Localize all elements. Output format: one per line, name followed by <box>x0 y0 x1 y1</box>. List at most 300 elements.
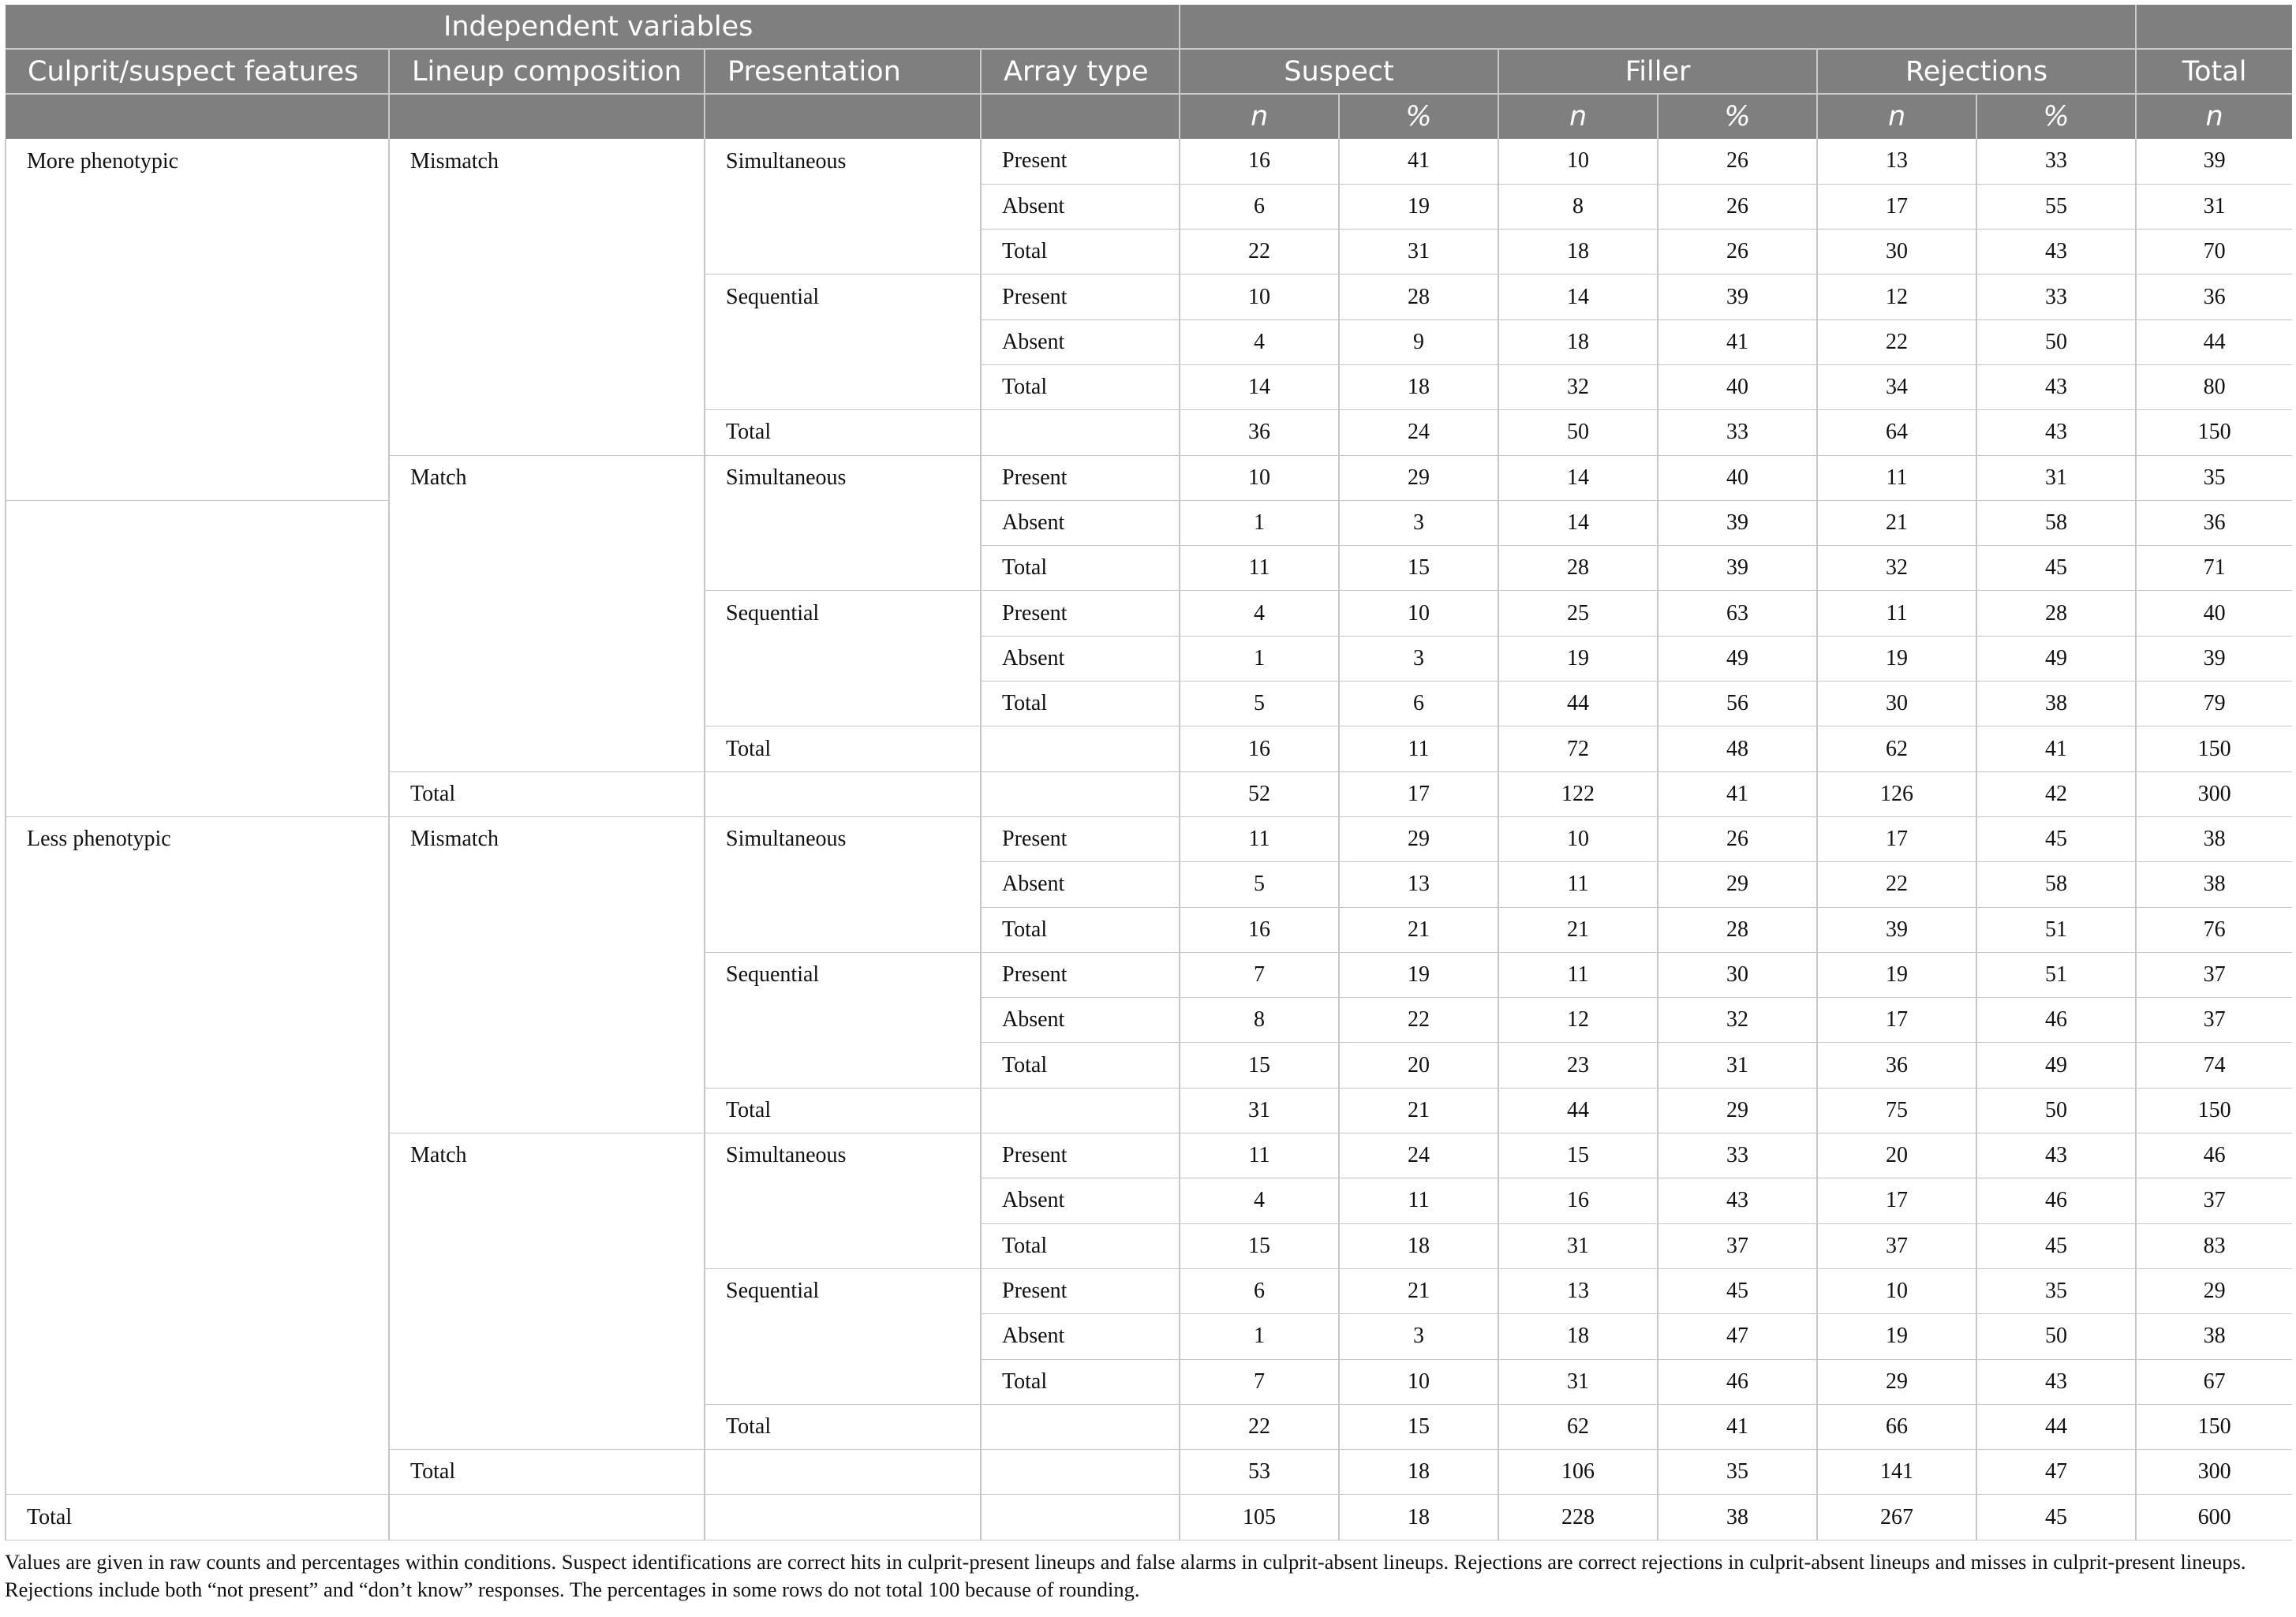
table-row <box>6 998 2292 1043</box>
presentation-cell <box>705 1495 981 1540</box>
rejections-n-cell: 20 <box>1817 1133 1976 1178</box>
rejections-n-cell: 36 <box>1817 1043 1976 1088</box>
culprit-features-cell <box>6 591 389 636</box>
rejections-n-cell: 17 <box>1817 816 1976 861</box>
filler-n-cell: 12 <box>1498 998 1658 1043</box>
total-n-cell: 36 <box>2136 500 2292 545</box>
presentation-cell <box>705 1314 981 1359</box>
independent-variables-header: Independent variables <box>6 5 1180 49</box>
culprit-features-cell <box>6 907 389 952</box>
array-type-cell: Present <box>981 1133 1180 1178</box>
suspect-pct-cell: 9 <box>1339 319 1498 364</box>
suspect-n-cell: 11 <box>1180 546 1339 591</box>
suspect-n-cell: 22 <box>1180 230 1339 274</box>
rejections-pct-cell: 43 <box>1976 364 2136 409</box>
table-row <box>6 1495 2292 1540</box>
presentation-cell <box>705 1359 981 1404</box>
filler-n-cell: 106 <box>1498 1450 1658 1495</box>
filler-pct-cell: 41 <box>1658 1404 1817 1449</box>
total-n-cell: 37 <box>2136 998 2292 1043</box>
rejections-pct-cell: 55 <box>1976 184 2136 229</box>
sub-suspect-pct: % <box>1339 94 1498 139</box>
suspect-n-cell: 4 <box>1180 319 1339 364</box>
total-n-cell: 300 <box>2136 771 2292 816</box>
presentation-cell: Simultaneous <box>705 816 981 861</box>
lineup-composition-cell <box>389 726 705 771</box>
total-n-cell: 38 <box>2136 1314 2292 1359</box>
filler-pct-cell: 41 <box>1658 771 1817 816</box>
lineup-composition-cell <box>389 1088 705 1133</box>
table-row <box>6 591 2292 636</box>
suspect-pct-cell: 6 <box>1339 682 1498 726</box>
total-n-cell: 31 <box>2136 184 2292 229</box>
lineup-composition-cell <box>389 952 705 997</box>
presentation-cell: Total <box>705 1088 981 1133</box>
lineup-composition-cell <box>389 1223 705 1268</box>
suspect-n-cell: 14 <box>1180 364 1339 409</box>
presentation-cell: Simultaneous <box>705 139 981 184</box>
col-filler: Filler <box>1498 49 1817 94</box>
rejections-n-cell: 267 <box>1817 1495 1976 1540</box>
suspect-n-cell: 15 <box>1180 1043 1339 1088</box>
suspect-pct-cell: 29 <box>1339 455 1498 500</box>
total-n-cell: 600 <box>2136 1495 2292 1540</box>
rejections-pct-cell: 45 <box>1976 1223 2136 1268</box>
col-total: Total <box>2136 49 2292 94</box>
presentation-cell: Total <box>705 410 981 455</box>
lineup-composition-cell: Total <box>389 771 705 816</box>
table-row <box>6 274 2292 319</box>
table-row <box>6 907 2292 952</box>
presentation-cell: Simultaneous <box>705 455 981 500</box>
table-footnote: Values are given in raw counts and percentages within conditions. Suspect identifications are correct hits in culprit-present lineups and false alarms in culprit-absent lineups. Rejections are correct rejections in culprit-absent lineups and misses in culprit-present lineups. Rejections include both “not present” and “don’t know” responses. The percentages in some rows do not total 100 because of rounding. <box>5 1549 2246 1601</box>
lineup-composition-cell: Match <box>389 1133 705 1178</box>
filler-n-cell: 10 <box>1498 816 1658 861</box>
rejections-n-cell: 75 <box>1817 1088 1976 1133</box>
rejections-pct-cell: 49 <box>1976 636 2136 681</box>
presentation-cell <box>705 998 981 1043</box>
suspect-pct-cell: 3 <box>1339 636 1498 681</box>
sub-rejections-pct: % <box>1976 94 2136 139</box>
total-n-cell: 35 <box>2136 455 2292 500</box>
filler-pct-cell: 26 <box>1658 816 1817 861</box>
total-n-cell: 150 <box>2136 1404 2292 1449</box>
array-type-cell: Present <box>981 816 1180 861</box>
rejections-pct-cell: 38 <box>1976 682 2136 726</box>
culprit-features-cell <box>6 636 389 681</box>
filler-pct-cell: 39 <box>1658 500 1817 545</box>
culprit-features-cell <box>6 726 389 771</box>
suspect-pct-cell: 17 <box>1339 771 1498 816</box>
total-n-cell: 300 <box>2136 1450 2292 1495</box>
rejections-pct-cell: 43 <box>1976 410 2136 455</box>
suspect-n-cell: 53 <box>1180 1450 1339 1495</box>
array-type-cell <box>981 1495 1180 1540</box>
sub-blank <box>981 94 1180 139</box>
rejections-pct-cell: 43 <box>1976 1359 2136 1404</box>
lineup-composition-cell: Total <box>389 1450 705 1495</box>
total-n-cell: 150 <box>2136 1088 2292 1133</box>
presentation-cell <box>705 500 981 545</box>
lineup-composition-cell: Match <box>389 455 705 500</box>
table-row <box>6 364 2292 409</box>
total-n-cell: 44 <box>2136 319 2292 364</box>
filler-n-cell: 13 <box>1498 1268 1658 1313</box>
presentation-cell <box>705 682 981 726</box>
table-row <box>6 726 2292 771</box>
culprit-features-cell <box>6 319 389 364</box>
table-row <box>6 816 2292 861</box>
presentation-cell: Total <box>705 1404 981 1449</box>
suspect-n-cell: 6 <box>1180 184 1339 229</box>
lineup-composition-cell <box>389 998 705 1043</box>
total-n-cell: 36 <box>2136 274 2292 319</box>
lineup-composition-cell: Mismatch <box>389 816 705 861</box>
suspect-n-cell: 4 <box>1180 1178 1339 1223</box>
lineup-composition-cell <box>389 636 705 681</box>
filler-n-cell: 14 <box>1498 500 1658 545</box>
filler-pct-cell: 39 <box>1658 274 1817 319</box>
suspect-pct-cell: 18 <box>1339 1495 1498 1540</box>
filler-pct-cell: 63 <box>1658 591 1817 636</box>
sub-blank <box>389 94 705 139</box>
suspect-pct-cell: 11 <box>1339 726 1498 771</box>
array-type-cell <box>981 410 1180 455</box>
lineup-composition-cell <box>389 364 705 409</box>
filler-pct-cell: 41 <box>1658 319 1817 364</box>
total-n-cell: 150 <box>2136 726 2292 771</box>
sub-suspect-n: n <box>1180 94 1339 139</box>
filler-n-cell: 228 <box>1498 1495 1658 1540</box>
array-type-cell: Total <box>981 1043 1180 1088</box>
filler-pct-cell: 45 <box>1658 1268 1817 1313</box>
suspect-n-cell: 16 <box>1180 139 1339 184</box>
array-type-cell: Total <box>981 546 1180 591</box>
suspect-n-cell: 4 <box>1180 591 1339 636</box>
filler-n-cell: 25 <box>1498 591 1658 636</box>
culprit-features-cell <box>6 998 389 1043</box>
rejections-pct-cell: 51 <box>1976 907 2136 952</box>
lineup-composition-cell <box>389 184 705 229</box>
culprit-features-cell <box>6 184 389 229</box>
rejections-pct-cell: 42 <box>1976 771 2136 816</box>
suspect-pct-cell: 21 <box>1339 1088 1498 1133</box>
array-type-cell <box>981 1450 1180 1495</box>
filler-pct-cell: 28 <box>1658 907 1817 952</box>
table-row <box>6 546 2292 591</box>
table-row <box>6 1314 2292 1359</box>
suspect-n-cell: 8 <box>1180 998 1339 1043</box>
filler-pct-cell: 40 <box>1658 455 1817 500</box>
presentation-cell <box>705 1450 981 1495</box>
rejections-pct-cell: 31 <box>1976 455 2136 500</box>
filler-n-cell: 11 <box>1498 862 1658 907</box>
total-n-cell: 39 <box>2136 636 2292 681</box>
col-presentation: Presentation <box>705 49 981 94</box>
suspect-n-cell: 52 <box>1180 771 1339 816</box>
table-document <box>5 5 2291 1604</box>
lineup-composition-cell <box>389 682 705 726</box>
table-row <box>6 1043 2292 1088</box>
array-type-cell: Present <box>981 139 1180 184</box>
filler-pct-cell: 46 <box>1658 1359 1817 1404</box>
filler-pct-cell: 56 <box>1658 682 1817 726</box>
filler-n-cell: 32 <box>1498 364 1658 409</box>
suspect-n-cell: 105 <box>1180 1495 1339 1540</box>
total-n-cell: 40 <box>2136 591 2292 636</box>
rejections-pct-cell: 44 <box>1976 1404 2136 1449</box>
sub-rejections-n: n <box>1817 94 1976 139</box>
presentation-cell: Sequential <box>705 274 981 319</box>
culprit-features-cell <box>6 1178 389 1223</box>
rejections-n-cell: 19 <box>1817 636 1976 681</box>
culprit-features-cell <box>6 682 389 726</box>
suspect-n-cell: 5 <box>1180 862 1339 907</box>
culprit-features-cell <box>6 230 389 274</box>
rejections-n-cell: 10 <box>1817 1268 1976 1313</box>
total-n-cell: 46 <box>2136 1133 2292 1178</box>
array-type-cell: Total <box>981 682 1180 726</box>
lineup-composition-cell <box>389 1404 705 1449</box>
filler-n-cell: 72 <box>1498 726 1658 771</box>
culprit-features-cell <box>6 1268 389 1313</box>
culprit-features-cell <box>6 862 389 907</box>
array-type-cell: Absent <box>981 500 1180 545</box>
rejections-pct-cell: 50 <box>1976 1314 2136 1359</box>
filler-pct-cell: 40 <box>1658 364 1817 409</box>
suspect-n-cell: 1 <box>1180 1314 1339 1359</box>
suspect-pct-cell: 10 <box>1339 1359 1498 1404</box>
suspect-pct-cell: 18 <box>1339 364 1498 409</box>
rejections-n-cell: 34 <box>1817 364 1976 409</box>
results-table <box>5 5 2292 1540</box>
table-row <box>6 1268 2292 1313</box>
suspect-n-cell: 22 <box>1180 1404 1339 1449</box>
rejections-pct-cell: 43 <box>1976 230 2136 274</box>
filler-n-cell: 28 <box>1498 546 1658 591</box>
suspect-n-cell: 1 <box>1180 500 1339 545</box>
filler-pct-cell: 37 <box>1658 1223 1817 1268</box>
array-type-cell: Absent <box>981 1314 1180 1359</box>
filler-n-cell: 21 <box>1498 907 1658 952</box>
rejections-n-cell: 19 <box>1817 952 1976 997</box>
rejections-pct-cell: 51 <box>1976 952 2136 997</box>
table-row <box>6 636 2292 681</box>
array-type-cell <box>981 1088 1180 1133</box>
rejections-n-cell: 22 <box>1817 862 1976 907</box>
array-type-cell: Absent <box>981 319 1180 364</box>
sub-total-n: n <box>2136 94 2292 139</box>
filler-pct-cell: 26 <box>1658 139 1817 184</box>
presentation-cell <box>705 184 981 229</box>
lineup-composition-cell <box>389 862 705 907</box>
rejections-n-cell: 141 <box>1817 1450 1976 1495</box>
filler-n-cell: 16 <box>1498 1178 1658 1223</box>
culprit-features-cell <box>6 1450 389 1495</box>
culprit-features-cell <box>6 1088 389 1133</box>
filler-pct-cell: 48 <box>1658 726 1817 771</box>
total-n-cell: 80 <box>2136 364 2292 409</box>
filler-pct-cell: 30 <box>1658 952 1817 997</box>
culprit-features-cell: More phenotypic <box>6 139 389 184</box>
suspect-pct-cell: 22 <box>1339 998 1498 1043</box>
culprit-features-cell <box>6 1359 389 1404</box>
filler-n-cell: 44 <box>1498 682 1658 726</box>
presentation-cell <box>705 546 981 591</box>
rejections-n-cell: 64 <box>1817 410 1976 455</box>
suspect-pct-cell: 11 <box>1339 1178 1498 1223</box>
filler-n-cell: 44 <box>1498 1088 1658 1133</box>
filler-n-cell: 122 <box>1498 771 1658 816</box>
col-array-type: Array type <box>981 49 1180 94</box>
array-type-cell: Present <box>981 455 1180 500</box>
sub-filler-pct: % <box>1658 94 1817 139</box>
filler-pct-cell: 29 <box>1658 862 1817 907</box>
rejections-n-cell: 17 <box>1817 1178 1976 1223</box>
rejections-pct-cell: 58 <box>1976 862 2136 907</box>
filler-pct-cell: 33 <box>1658 1133 1817 1178</box>
suspect-n-cell: 16 <box>1180 726 1339 771</box>
table-row <box>6 1178 2292 1223</box>
suspect-pct-cell: 31 <box>1339 230 1498 274</box>
filler-pct-cell: 39 <box>1658 546 1817 591</box>
presentation-cell: Sequential <box>705 952 981 997</box>
rejections-pct-cell: 33 <box>1976 274 2136 319</box>
lineup-composition-cell <box>389 1178 705 1223</box>
suspect-pct-cell: 29 <box>1339 816 1498 861</box>
rejections-pct-cell: 50 <box>1976 1088 2136 1133</box>
total-n-cell: 38 <box>2136 862 2292 907</box>
lineup-composition-cell <box>389 546 705 591</box>
suspect-n-cell: 6 <box>1180 1268 1339 1313</box>
rejections-pct-cell: 35 <box>1976 1268 2136 1313</box>
lineup-composition-cell <box>389 230 705 274</box>
table-row <box>6 1404 2292 1449</box>
table-header <box>6 5 2292 139</box>
filler-n-cell: 18 <box>1498 319 1658 364</box>
suspect-pct-cell: 10 <box>1339 591 1498 636</box>
rejections-pct-cell: 58 <box>1976 500 2136 545</box>
array-type-cell: Present <box>981 1268 1180 1313</box>
suspect-pct-cell: 13 <box>1339 862 1498 907</box>
rejections-pct-cell: 50 <box>1976 319 2136 364</box>
culprit-features-cell <box>6 500 389 545</box>
suspect-pct-cell: 15 <box>1339 546 1498 591</box>
rejections-pct-cell: 28 <box>1976 591 2136 636</box>
table-row <box>6 862 2292 907</box>
suspect-n-cell: 11 <box>1180 816 1339 861</box>
culprit-features-cell: Less phenotypic <box>6 816 389 861</box>
filler-n-cell: 62 <box>1498 1404 1658 1449</box>
table-row <box>6 1133 2292 1178</box>
lineup-composition-cell: Mismatch <box>389 139 705 184</box>
filler-pct-cell: 32 <box>1658 998 1817 1043</box>
filler-pct-cell: 38 <box>1658 1495 1817 1540</box>
table-row <box>6 410 2292 455</box>
table-row <box>6 500 2292 545</box>
presentation-cell <box>705 907 981 952</box>
culprit-features-cell <box>6 1133 389 1178</box>
total-n-cell: 74 <box>2136 1043 2292 1088</box>
total-n-cell: 67 <box>2136 1359 2292 1404</box>
filler-pct-cell: 33 <box>1658 410 1817 455</box>
col-culprit-features: Culprit/suspect features <box>6 49 389 94</box>
suspect-pct-cell: 21 <box>1339 907 1498 952</box>
filler-pct-cell: 26 <box>1658 184 1817 229</box>
suspect-n-cell: 15 <box>1180 1223 1339 1268</box>
presentation-cell <box>705 771 981 816</box>
rejections-n-cell: 13 <box>1817 139 1976 184</box>
table-row <box>6 455 2292 500</box>
suspect-n-cell: 16 <box>1180 907 1339 952</box>
suspect-n-cell: 10 <box>1180 274 1339 319</box>
table-row <box>6 1450 2292 1495</box>
presentation-cell: Simultaneous <box>705 1133 981 1178</box>
col-suspect: Suspect <box>1180 49 1498 94</box>
table-row <box>6 1088 2292 1133</box>
filler-pct-cell: 49 <box>1658 636 1817 681</box>
total-n-cell: 70 <box>2136 230 2292 274</box>
table-row <box>6 139 2292 184</box>
array-type-cell <box>981 771 1180 816</box>
rejections-n-cell: 19 <box>1817 1314 1976 1359</box>
culprit-features-cell <box>6 455 389 500</box>
filler-n-cell: 11 <box>1498 952 1658 997</box>
array-type-cell: Present <box>981 952 1180 997</box>
suspect-n-cell: 11 <box>1180 1133 1339 1178</box>
total-n-cell: 38 <box>2136 816 2292 861</box>
rejections-n-cell: 29 <box>1817 1359 1976 1404</box>
suspect-pct-cell: 21 <box>1339 1268 1498 1313</box>
filler-pct-cell: 35 <box>1658 1450 1817 1495</box>
filler-n-cell: 18 <box>1498 230 1658 274</box>
presentation-cell <box>705 862 981 907</box>
table-row <box>6 319 2292 364</box>
lineup-composition-cell <box>389 274 705 319</box>
total-n-cell: 76 <box>2136 907 2292 952</box>
rejections-n-cell: 21 <box>1817 500 1976 545</box>
table-row <box>6 771 2292 816</box>
filler-n-cell: 31 <box>1498 1359 1658 1404</box>
suspect-pct-cell: 3 <box>1339 1314 1498 1359</box>
table-row <box>6 230 2292 274</box>
array-type-cell <box>981 1404 1180 1449</box>
table-row <box>6 184 2292 229</box>
table-row <box>6 1359 2292 1404</box>
presentation-cell <box>705 1043 981 1088</box>
rejections-pct-cell: 45 <box>1976 816 2136 861</box>
col-rejections: Rejections <box>1817 49 2136 94</box>
suspect-n-cell: 7 <box>1180 1359 1339 1404</box>
total-n-cell: 39 <box>2136 139 2292 184</box>
filler-n-cell: 50 <box>1498 410 1658 455</box>
lineup-composition-cell <box>389 1268 705 1313</box>
rejections-pct-cell: 33 <box>1976 139 2136 184</box>
rejections-pct-cell: 41 <box>1976 726 2136 771</box>
presentation-cell: Sequential <box>705 591 981 636</box>
suspect-n-cell: 10 <box>1180 455 1339 500</box>
total-n-cell: 71 <box>2136 546 2292 591</box>
header-spacer <box>1180 5 2136 49</box>
total-n-cell: 83 <box>2136 1223 2292 1268</box>
suspect-n-cell: 7 <box>1180 952 1339 997</box>
suspect-n-cell: 31 <box>1180 1088 1339 1133</box>
lineup-composition-cell <box>389 410 705 455</box>
array-type-cell: Total <box>981 1223 1180 1268</box>
lineup-composition-cell <box>389 1314 705 1359</box>
table-body <box>6 139 2292 1540</box>
suspect-pct-cell: 24 <box>1339 410 1498 455</box>
